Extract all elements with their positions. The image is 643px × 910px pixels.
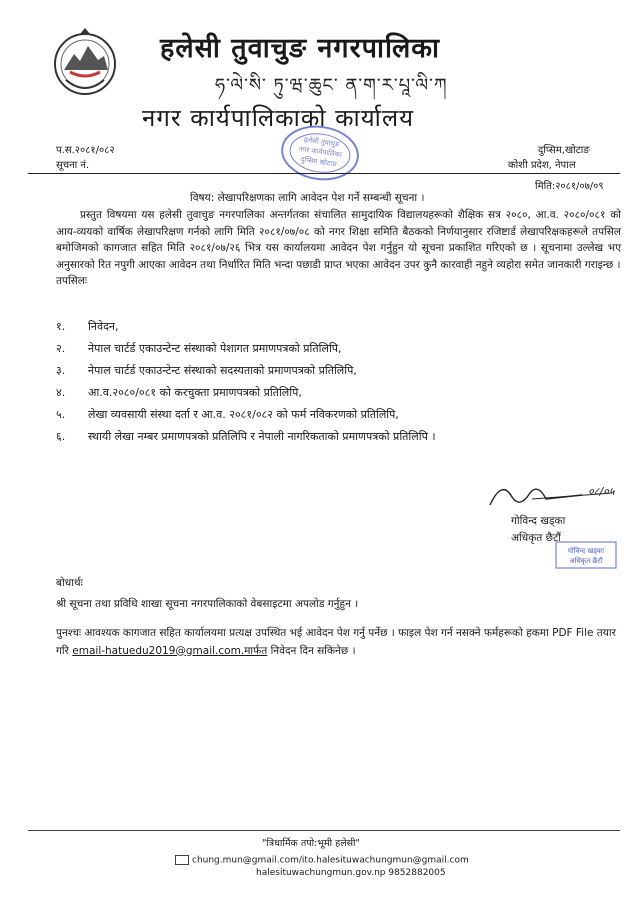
list-item: ५. लेखा व्यवसायी संस्था दर्ता र आ.व. २०८१/०८२ को फर्म नविकरणको प्रतिलिपि, xyxy=(56,408,399,421)
signatory-name: गोविन्द खड्का xyxy=(511,515,566,527)
office-title: नगर कार्यपालिकाको कार्यालय xyxy=(142,104,415,132)
subject-line: विषय: लेखापरिक्षणका लागि आवेदन पेश गर्ने सम्बन्धी सूचना । xyxy=(190,192,425,204)
postscript-tail: निवेदन दिन सकिनेछ । xyxy=(270,644,356,657)
email-icon xyxy=(175,855,189,865)
official-stamp xyxy=(268,122,372,184)
list-item: १. निवेदन, xyxy=(56,320,119,333)
list-item: ३. नेपाल चार्टर्ड एकाउन्टेन्ट संस्थाको सदस्यताको प्रमाणपत्रको प्रतिलिपि, xyxy=(56,364,357,377)
location-line2: कोशी प्रदेश, नेपाल xyxy=(508,160,576,171)
email-link[interactable]: email-hatuedu2019@gmail.com.मार्फत xyxy=(72,644,268,657)
letter-number: प.स.२०८१/०८२ xyxy=(56,145,115,156)
list-item: ४. आ.व.२०८०/०८१ को करचुक्ता प्रमाणपत्रको प्रतिलिपि, xyxy=(56,386,302,399)
municipality-title: हलेसी तुवाचुङ नगरपालिका xyxy=(160,33,441,64)
location-line1: दुप्सिम,खोटाङ xyxy=(538,145,590,156)
cc-label: बोधार्थः xyxy=(56,577,83,589)
requirements-list xyxy=(56,319,436,451)
body-paragraph: प्रस्तुत विषयमा यस हलेसी तुवाचुङ नगरपालिका अन्तर्गतका संचालित सामुदायिक विद्यालयहरूको शैक्षिक सत्र २०८०, आ.व. २०८०/०८१ को आय-व्ययको वार्षिक लेखापरिक्षण गर्नको लागि मिति २०८१/०७/०८ को नगर शिक्षा समिति बैठकको निर्णयानुसार रजिष्टार्ड लेखापरिक्षकहरूले तपसिल बमोजिमको कागजात सहित मिति २०८१/०७/२६ भित्र यस कार्यालयमा आवेदन पेश गर्नुहुन यो सूचना प्रकाशित गरिएको छ । सूचनामा उल्लेख भए अनुसारको रित नपुगी आएका आवेदन तथा निर्धारित मिति भन्दा पछाडी प्राप्त भएका आवेदन उपर कुनै कारवाही नहुने व्यहोरा समेत जानकारी गराइन्छ । xyxy=(56,209,621,271)
list-title: तपसिलः xyxy=(56,275,88,288)
svg-text:गोविन्द खड्का: गोविन्द खड्का xyxy=(567,547,605,555)
postscript-text: पुनश्चः आवश्यक कागजात सहित कार्यालयमा प्रत्यक्ष उपस्थित भई आवेदन पेश गर्नु पर्नेछ । फाइल पेश गर्न नसक्ने फर्महरूको हकमा PDF File तयार गरि xyxy=(56,627,616,657)
svg-text:अधिकृत छैटौं: अधिकृत छैटौं xyxy=(569,557,603,565)
svg-text:नगर कार्यपालिका: नगर कार्यपालिका xyxy=(297,145,343,160)
footer-slogan: "त्रिधार्मिक तपो:भूमी हलेसी" xyxy=(262,838,360,849)
dispatch-number: सूचना नं. xyxy=(56,160,90,171)
list-item: ६. स्थायी लेखा नम्बर प्रमाणपत्रको प्रतिलिपि र नेपाली नागरिकताको प्रमाणपत्रको प्रतिलिपि । xyxy=(56,430,436,443)
municipality-emblem xyxy=(52,28,118,102)
signatory-stamp xyxy=(554,540,618,570)
svg-text:दुप्सिम खोटाङ: दुप्सिम खोटाङ xyxy=(300,155,338,169)
municipality-subtitle: ཧ་ལེ་སི་ ཏུ་ཝ་ཆུང་ ན་ག་ར་པཱ་ལི་ཀ xyxy=(215,75,448,96)
footer-contact-web: halesituwachungmun.gov.np 9852882005 xyxy=(256,868,446,878)
signatory-title: अधिकृत छैटौं xyxy=(511,532,561,544)
handwritten-signature xyxy=(472,469,632,517)
header-divider xyxy=(28,173,620,174)
postscript xyxy=(56,625,621,660)
svg-text:हलेसी तुवाचुङ: हलेसी तुवाचुङ xyxy=(303,135,340,149)
svg-text:०८/०५: ०८/०५ xyxy=(588,485,615,498)
list-item: २. नेपाल चार्टर्ड एकाउन्टेन्ट संस्थाको पेशागत प्रमाणपत्रको प्रतिलिपि, xyxy=(56,342,342,355)
footer-divider xyxy=(28,830,620,831)
footer-contact-email: chung.mun@gmail.com/ito.halesituwachungmun@gmail.com xyxy=(175,855,469,866)
cc-item: श्री सूचना तथा प्रविधि शाखा सूचना नगरपालिकाको वेबसाइटमा अपलोड गर्नुहुन । xyxy=(56,598,359,610)
letter-date: मिति:२०८१/०७/०९ xyxy=(535,181,604,192)
notice-body xyxy=(56,207,621,290)
